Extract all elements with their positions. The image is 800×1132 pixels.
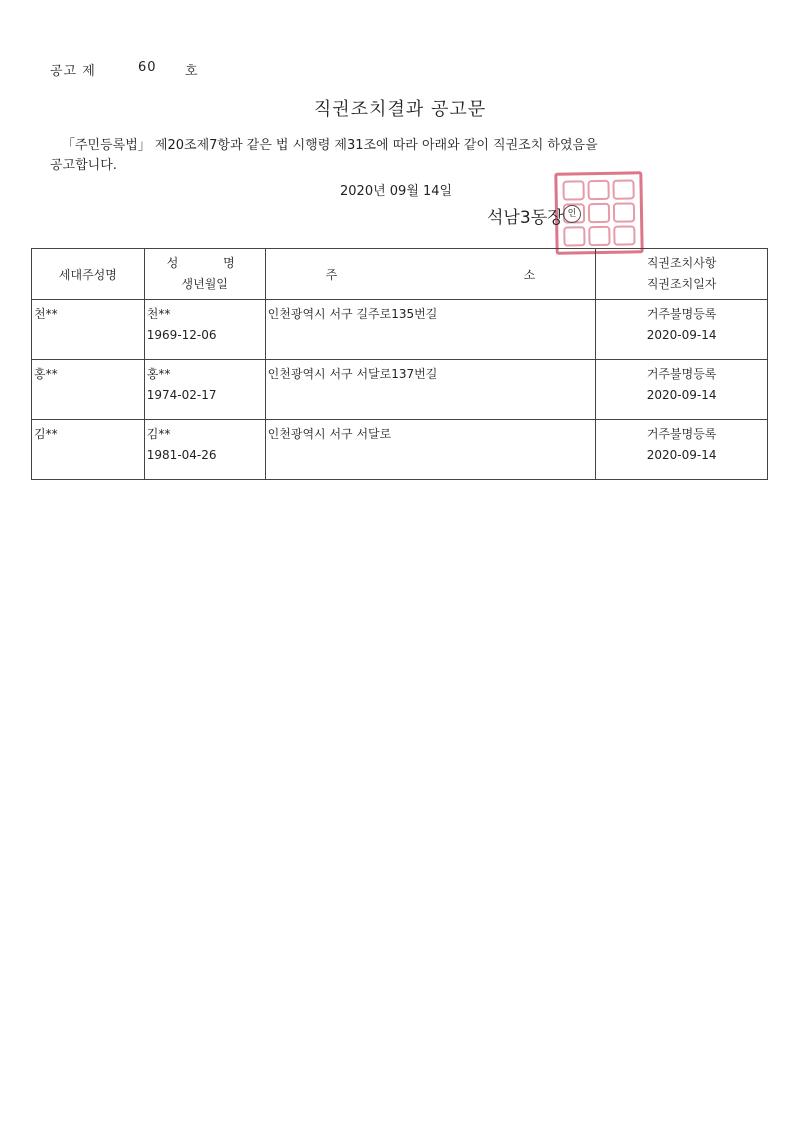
address-value: 인천광역시 서구 길주로135번길 — [267, 307, 438, 321]
issuer-name: 석남3동장 — [487, 208, 564, 228]
address-value: 인천광역시 서구 서달로 — [267, 427, 392, 441]
header-name-part2: 명 — [223, 256, 235, 270]
cell-action — [596, 360, 768, 420]
cell-name-birth — [144, 420, 265, 480]
table-header-row — [32, 249, 768, 300]
cell-action — [596, 300, 768, 360]
header-action-date: 직권조치일자 — [646, 277, 717, 291]
action-date-value: 2020-09-14 — [646, 388, 717, 402]
header-address-part2: 소 — [523, 267, 536, 282]
action-value: 거주불명등록 — [646, 367, 717, 381]
cell-name-birth — [144, 300, 265, 360]
action-value: 거주불명등록 — [646, 307, 717, 321]
cell-householder — [32, 360, 145, 420]
header-address-part1: 주 — [325, 267, 338, 282]
cell-householder — [32, 300, 145, 360]
cell-action — [596, 420, 768, 480]
notice-suffix: 호 — [185, 64, 199, 79]
issuer-seal-mark: 인 — [563, 205, 581, 223]
birth-value: 1974-02-17 — [146, 388, 217, 402]
header-name — [145, 253, 265, 274]
action-date-value: 2020-09-14 — [646, 328, 717, 342]
header-address — [265, 249, 596, 300]
table-row — [32, 420, 768, 480]
cell-householder — [32, 420, 145, 480]
table-row — [32, 300, 768, 360]
householder-value: 홍** — [34, 367, 58, 381]
body-text-line-2: 공고합니다. — [50, 158, 117, 173]
birth-value: 1969-12-06 — [146, 328, 217, 342]
address-value: 인천광역시 서구 서달로137번길 — [267, 367, 438, 381]
cell-address — [265, 300, 596, 360]
householder-value: 천** — [34, 307, 58, 321]
action-value: 거주불명등록 — [646, 427, 717, 441]
header-name-part1: 성 — [166, 256, 179, 270]
birth-value: 1981-04-26 — [146, 448, 217, 462]
notice-label: 공고 제 — [50, 64, 96, 79]
header-householder-label: 세대주성명 — [58, 267, 117, 282]
cell-name-birth — [144, 360, 265, 420]
householder-value: 김** — [34, 427, 58, 441]
header-householder — [32, 249, 145, 300]
document-title: 직권조치결과 공고문 — [313, 99, 487, 120]
action-date-value: 2020-09-14 — [646, 448, 717, 462]
notice-number — [50, 60, 199, 79]
record-table — [31, 248, 768, 480]
header-action — [596, 249, 768, 300]
document-date: 2020년 09월 14일 — [340, 184, 453, 199]
body-text-line-1: 「주민등록법」 제20조제7항과 같은 법 시행령 제31조에 따라 아래와 같이 직권조치 하였음을 — [62, 138, 598, 153]
header-birth: 생년월일 — [181, 277, 228, 291]
table-row — [32, 360, 768, 420]
notice-number-value: 60 — [138, 60, 157, 75]
name-value: 홍** — [146, 367, 171, 381]
cell-address — [265, 360, 596, 420]
header-action-type: 직권조치사항 — [646, 256, 717, 270]
header-name-birth — [144, 249, 265, 300]
cell-address — [265, 420, 596, 480]
name-value: 천** — [146, 307, 171, 321]
name-value: 김** — [146, 427, 171, 441]
